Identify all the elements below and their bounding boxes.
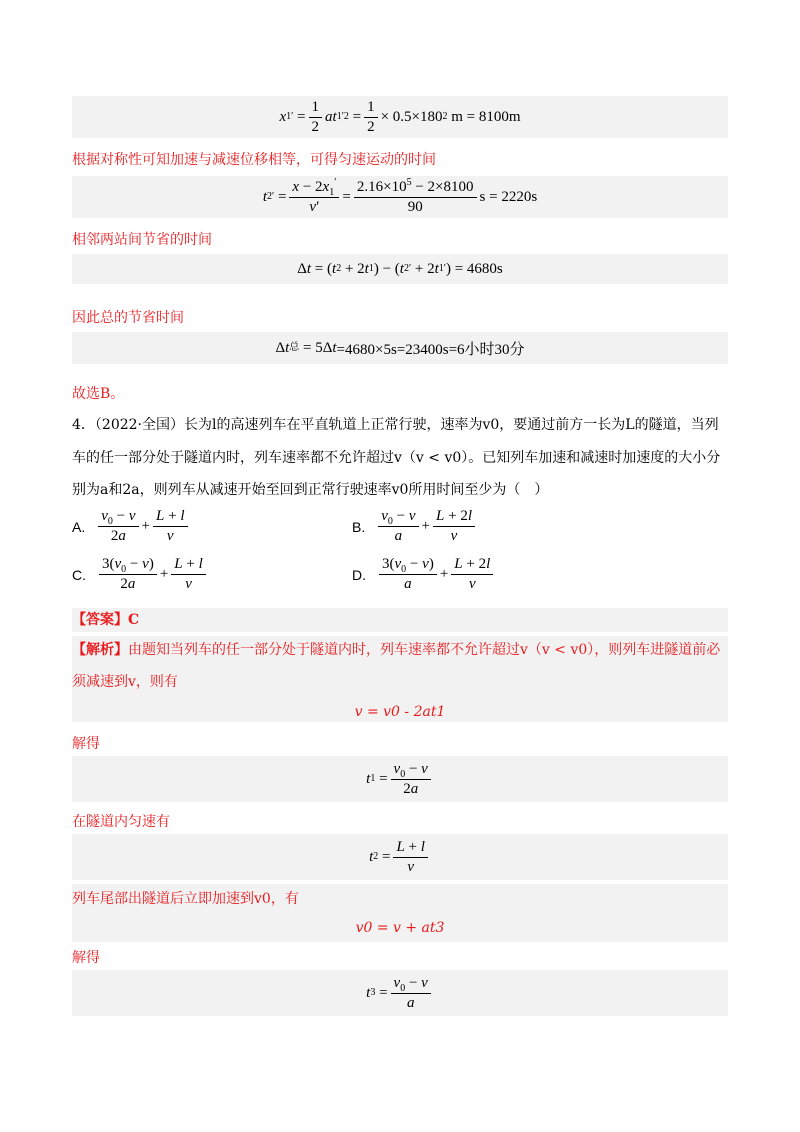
equation-t2-prime: t 2 ′ = $\frac{x - 2x_1'}{v'}$ = $\frac{2.16\times 10^5 - 2\times 8100}{90}$ s = 2220s bbox=[72, 176, 728, 218]
analysis-line-1 bbox=[72, 640, 728, 660]
question-line-2: 车的任一部分处于隧道内时，列车速率都不允许超过v（v < v0）。已知列车加速和减速时加速度的大小分 bbox=[72, 450, 721, 466]
conclusion-text: 故选B。 bbox=[72, 386, 125, 402]
text-symmetry: 根据对称性可知加速与减速位移相等，可得匀速运动的时间 bbox=[72, 152, 436, 168]
option-a-letter: A. bbox=[72, 518, 86, 535]
option-b-letter: B. bbox=[352, 518, 366, 535]
text-total-saved: 因此总的节省时间 bbox=[72, 310, 184, 326]
equation-v0-accel: v0 = v + at3 bbox=[355, 920, 445, 936]
answer-value: C bbox=[128, 612, 140, 628]
solve-label-1: 解得 bbox=[72, 736, 100, 752]
question-line-3: 别为a和2a，则列车从减速开始至回到正常行驶速率v0所用时间至少为（ ） bbox=[72, 482, 549, 498]
solve-label-2: 解得 bbox=[72, 950, 100, 966]
option-a[interactable]: A. $\frac{v_0 - v}{2a}$ + $\frac{L + l}{v}$ bbox=[72, 508, 191, 545]
equation-t1: t 1 = $\frac{v_0 - v}{2a}$ bbox=[72, 756, 728, 802]
equation-t3: t 3 = $\frac{v_0 - v}{a}$ bbox=[72, 970, 728, 1016]
text-saved-adjacent: 相邻两站间节省的时间 bbox=[72, 232, 212, 248]
question-line-1 bbox=[72, 415, 728, 435]
answer-line bbox=[72, 610, 728, 630]
option-c[interactable]: C. $\frac{3(v_0 - v)}{2a}$ + $\frac{L + l}{v}$ bbox=[72, 556, 209, 593]
text-uniform: 在隧道内匀速有 bbox=[72, 814, 170, 830]
analysis-line-2: 须减速到v，则有 bbox=[72, 674, 178, 690]
analysis-label: 【解析】 bbox=[72, 642, 128, 658]
text-accel: 列车尾部出隧道后立即加速到v0，有 bbox=[72, 891, 299, 907]
option-b[interactable]: B. $\frac{v_0 - v}{a}$ + $\frac{L + 2l}{v}$ bbox=[352, 508, 478, 545]
equation-v-decel: v = v0 - 2at1 bbox=[354, 704, 446, 720]
equation-total: Δ t 总 = 5Δ t =4680×5s=23400s=6小时30分 bbox=[72, 332, 728, 364]
equation-t2: t 2 = $\frac{L + l}{v}$ bbox=[72, 834, 728, 880]
question-source: （2022·全国） bbox=[94, 417, 185, 433]
question-text-1: 长为l的高速列车在平直轨道上正常行驶，速率为v0，要通过前方一长为L的隧道，当列 bbox=[184, 417, 719, 433]
answer-label: 【答案】 bbox=[72, 612, 128, 628]
question-number: 4． bbox=[72, 417, 95, 433]
option-d-letter: D. bbox=[352, 566, 366, 583]
equation-delta-t: Δ t = ( t 2 + 2 t 1 ) − ( t 2 ′ + 2 t 1 ′ ) = 4680s bbox=[72, 254, 728, 284]
equation-x1-prime: x 1 ′ = $\frac{1}{2}$ at 1 ′2 = $\frac{1}{2}$ × 0.5×180 2 m = 8100m bbox=[72, 96, 728, 138]
option-d[interactable]: D. $\frac{3(v_0 - v)}{a}$ + $\frac{L + 2l}{v}$ bbox=[352, 556, 496, 593]
option-c-letter: C. bbox=[72, 566, 86, 583]
analysis-text-1: 由题知当列车的任一部分处于隧道内时，列车速率都不允许超过v（v < v0），则列车进隧道前必 bbox=[128, 642, 721, 658]
total-result: =4680×5s=23400s=6小时30分 bbox=[336, 341, 525, 358]
